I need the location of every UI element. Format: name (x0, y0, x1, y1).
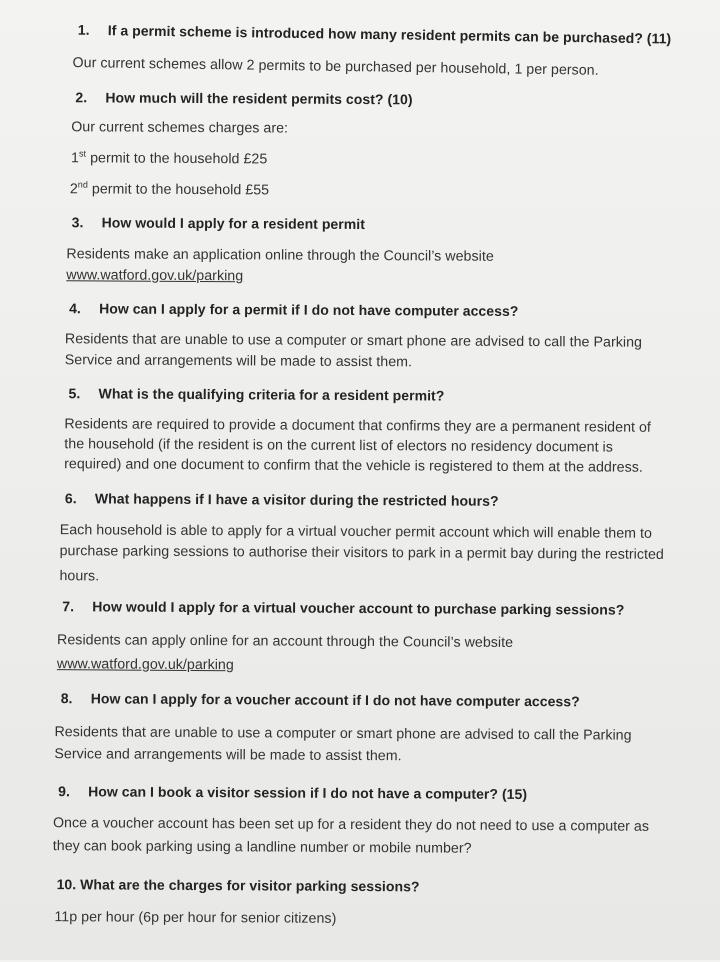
answer-5-line-3: required) and one document to confirm that the vehicle is registered to them at the address. (64, 456, 643, 476)
council-website-link[interactable]: www.watford.gov.uk/parking (66, 267, 244, 285)
answer-2: Our current schemes charges are: (71, 119, 289, 137)
question-10 (57, 874, 420, 896)
question-number: 10. (56, 876, 77, 893)
question-number: 3. (71, 214, 84, 231)
question-text: How would I apply for a virtual voucher account to purchase parking sessions? (92, 598, 625, 618)
question-4 (69, 298, 518, 321)
answer-4-line-2: Service and arrangements will be made to assist them. (64, 352, 413, 371)
answer-6-line-1: Each household is able to apply for a virtual voucher permit account which will enable them to (59, 522, 653, 542)
charge-second-permit (70, 179, 269, 200)
question-number: 8. (60, 690, 73, 707)
question-8 (61, 688, 580, 711)
question-number: 9. (58, 783, 70, 800)
question-7 (62, 596, 624, 619)
question-text: What are the charges for visitor parking sessions? (80, 876, 420, 895)
question-3 (72, 212, 365, 234)
answer-6-line-3: hours. (59, 568, 100, 585)
question-number: 1. (77, 21, 90, 38)
answer-9-line-1: Once a voucher account has been set up for a resident they do not need to use a computer as (52, 815, 650, 835)
question-2 (75, 87, 412, 109)
question-5 (69, 383, 445, 405)
question-number: 5. (68, 385, 81, 402)
answer-7: Residents can apply online for an account through the Council’s website (57, 632, 514, 651)
ordinal-suffix: nd (77, 179, 88, 190)
charge-text: permit to the household £25 (90, 150, 268, 168)
question-text: How can I book a visitor session if I do not have a computer? (15) (88, 783, 528, 803)
council-website-link[interactable]: www.watford.gov.uk/parking (56, 656, 234, 674)
answer-9-line-2: they can book parking using a landline number or mobile number? (52, 838, 472, 857)
ordinal: 1 (70, 150, 80, 167)
question-text: How can I apply for a permit if I do not have computer access? (99, 300, 519, 319)
answer-8-line-2: Service and arrangements will be made to assist them. (54, 746, 402, 765)
question-text: How would I apply for a resident permit (101, 214, 366, 233)
answer-10: 11p per hour (6p per hour for senior citizens) (54, 909, 337, 927)
question-1 (78, 20, 672, 49)
charge-text: permit to the household £55 (91, 181, 270, 199)
question-number: 4. (69, 300, 81, 317)
answer-5-line-2: the household (if the resident is on the current list of electors no residency document is (64, 436, 613, 456)
answer-8-line-1: Residents that are unable to use a computer or smart phone are advised to call the Parking (54, 724, 632, 744)
answer-6-line-2: purchase parking sessions to authorise their visitors to park in a permit bay during the restricted (59, 543, 664, 563)
answer-5-line-1: Residents are required to provide a document that confirms they are a permanent resident of (64, 416, 652, 436)
question-number: 7. (62, 598, 75, 615)
charge-first-permit (71, 148, 267, 169)
answer-3: Residents make an application online through the Council’s website (66, 246, 494, 265)
ordinal-suffix: st (78, 148, 87, 159)
question-6 (65, 488, 499, 511)
question-text: What is the qualifying criteria for a resident permit? (98, 385, 445, 404)
question-text: What happens if I have a visitor during the restricted hours? (94, 490, 499, 509)
question-9 (58, 781, 527, 804)
answer-1: Our current schemes allow 2 permits to be purchased per household, 1 per person. (72, 54, 599, 79)
question-number: 6. (64, 490, 77, 507)
question-text: If a permit scheme is introduced how many resident permits can be purchased? (11) (107, 22, 672, 47)
question-text: How much will the resident permits cost? (10) (105, 89, 413, 108)
answer-4-line-1: Residents that are unable to use a computer or smart phone are advised to call the Parking (64, 331, 643, 351)
question-number: 2. (75, 89, 88, 106)
ordinal: 2 (69, 181, 78, 198)
question-text: How can I apply for a voucher account if I do not have computer access? (90, 690, 580, 710)
